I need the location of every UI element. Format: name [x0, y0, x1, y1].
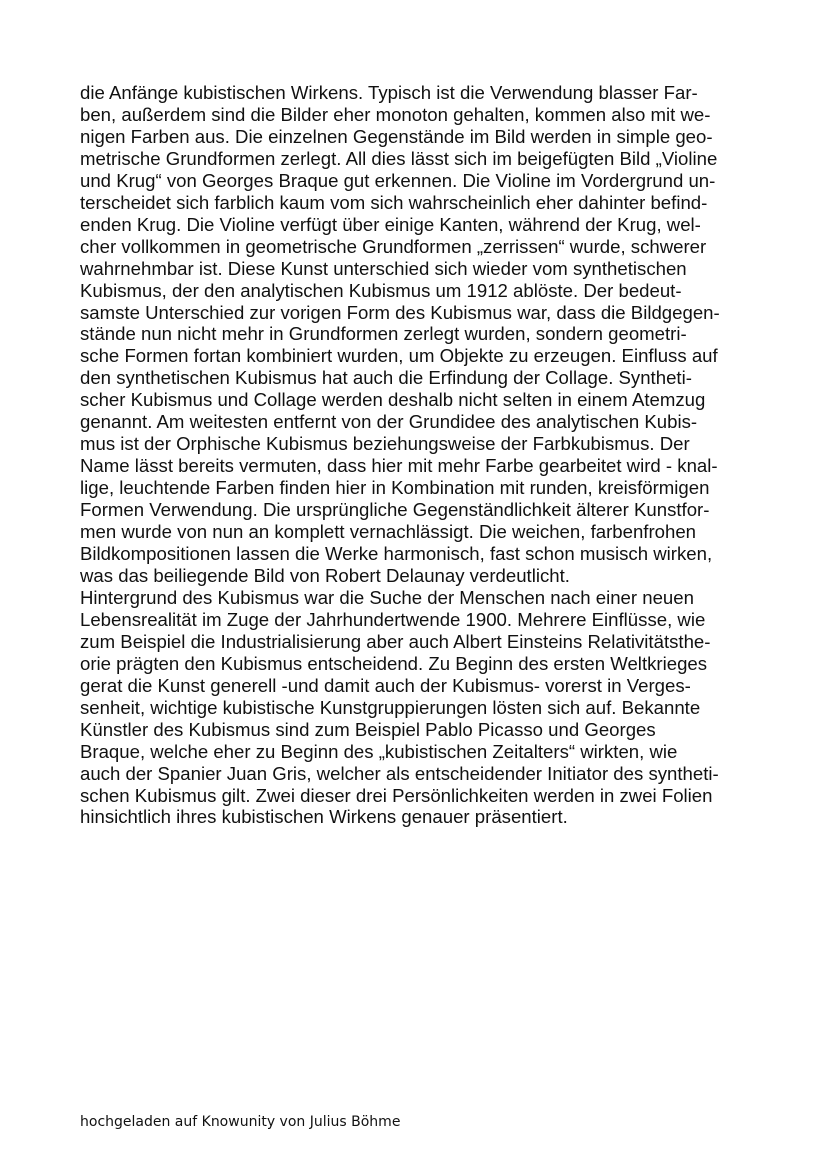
text-line: auch der Spanier Juan Gris, welcher als entscheidender Initiator des syntheti-: [80, 762, 719, 784]
text-line: genannt. Am weitesten entfernt von der Grundidee des analytischen Kubis-: [80, 411, 698, 433]
text-line: metrische Grundformen zerlegt. All dies lässt sich im beigefügten Bild „Violine: [80, 147, 718, 169]
text-line: mus ist der Orphische Kubismus beziehungsweise der Farbkubismus. Der: [80, 433, 690, 455]
text-line: cher vollkommen in geometrische Grundformen „zerrissen“ wurde, schwerer: [80, 235, 707, 257]
text-line: Formen Verwendung. Die ursprüngliche Gegenständlichkeit älterer Kunstfor-: [80, 499, 710, 521]
text-line: enden Krug. Die Violine verfügt über einige Kanten, während der Krug, wel-: [80, 213, 701, 235]
text-line: nigen Farben aus. Die einzelnen Gegenstände im Bild werden in simple geo-: [80, 125, 713, 147]
text-line: sche Formen fortan kombiniert wurden, um Objekte zu erzeugen. Einfluss auf: [80, 345, 718, 367]
text-line: die Anfänge kubistischen Wirkens. Typisch ist die Verwendung blasser Far-: [80, 82, 698, 103]
text-line: senheit, wichtige kubistische Kunstgruppierungen lösten sich auf. Bekannte: [80, 696, 701, 718]
upload-credit-footer: hochgeladen auf Knowunity von Julius Böhme: [80, 1114, 401, 1130]
text-line: wahrnehmbar ist. Diese Kunst unterschied sich wieder vom synthetischen: [80, 257, 687, 279]
text-line: men wurde von nun an komplett vernachlässigt. Die weichen, farbenfrohen: [80, 521, 697, 543]
text-line: scher Kubismus und Collage werden deshalb nicht selten in einem Atemzug: [80, 389, 706, 411]
text-line: terscheidet sich farblich kaum vom sich wahrscheinlich eher dahinter befind-: [80, 191, 708, 213]
text-line: Kubismus, der den analytischen Kubismus um 1912 ablöste. Der bedeut-: [80, 279, 682, 301]
text-line: Bildkompositionen lassen die Werke harmonisch, fast schon musisch wirken,: [80, 543, 713, 565]
text-line: gerat die Kunst generell -und damit auch der Kubismus- vorerst in Verges-: [80, 674, 691, 696]
text-line: Hintergrund des Kubismus war die Suche der Menschen nach einer neuen: [80, 586, 694, 608]
text-line: lige, leuchtende Farben finden hier in Kombination mit runden, kreisförmigen: [80, 477, 710, 499]
text-line: hinsichtlich ihres kubistischen Wirkens genauer präsentiert.: [80, 806, 568, 828]
text-line: stände nun nicht mehr in Grundformen zerlegt wurden, sondern geometri-: [80, 323, 687, 345]
text-line: den synthetischen Kubismus hat auch die Erfindung der Collage. Syntheti-: [80, 367, 692, 389]
text-line: zum Beispiel die Industrialisierung aber auch Albert Einsteins Relativitätsthe-: [80, 630, 711, 652]
text-line: was das beiliegende Bild von Robert Delaunay verdeutlicht.: [80, 564, 570, 586]
text-line: samste Unterschied zur vorigen Form des Kubismus war, dass die Bildgegen-: [80, 301, 720, 323]
text-line: Künstler des Kubismus sind zum Beispiel Pablo Picasso und Georges: [80, 718, 656, 740]
text-line: ben, außerdem sind die Bilder eher monoton gehalten, kommen also mit we-: [80, 103, 711, 125]
text-line: Name lässt bereits vermuten, dass hier mit mehr Farbe gearbeitet wird - knal-: [80, 455, 718, 477]
text-line: schen Kubismus gilt. Zwei dieser drei Persönlichkeiten werden in zwei Folien: [80, 784, 713, 806]
body-text: [80, 82, 760, 828]
text-line: Braque, welche eher zu Beginn des „kubistischen Zeitalters“ wirkten, wie: [80, 740, 678, 762]
text-line: Lebensrealität im Zuge der Jahrhundertwende 1900. Mehrere Einflüsse, wie: [80, 608, 706, 630]
text-line: orie prägten den Kubismus entscheidend. Zu Beginn des ersten Weltkrieges: [80, 652, 708, 674]
text-line: und Krug“ von Georges Braque gut erkennen. Die Violine im Vordergrund un-: [80, 169, 716, 191]
